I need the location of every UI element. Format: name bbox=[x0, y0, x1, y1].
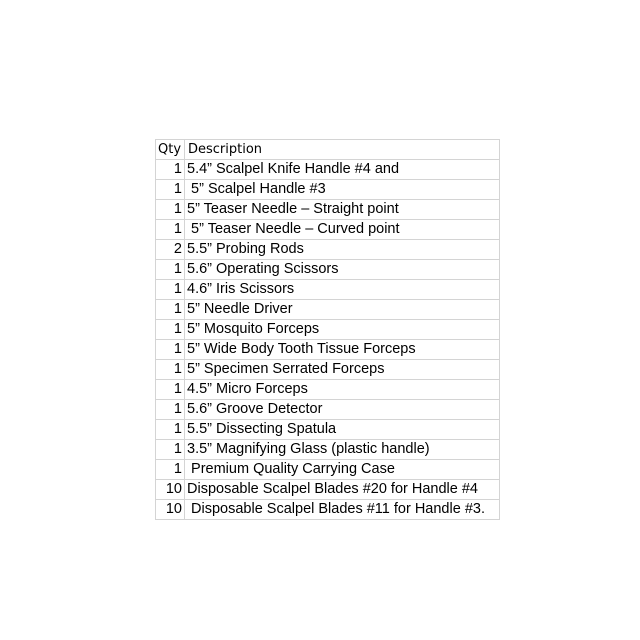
table-row bbox=[156, 400, 500, 420]
description-header: Description bbox=[185, 140, 500, 160]
description-cell: 5.5” Probing Rods bbox=[185, 240, 500, 260]
description-cell: 5” Teaser Needle – Curved point bbox=[185, 220, 500, 240]
qty-cell: 1 bbox=[156, 380, 185, 400]
qty-cell: 1 bbox=[156, 460, 185, 480]
qty-cell: 1 bbox=[156, 200, 185, 220]
qty-cell: 2 bbox=[156, 240, 185, 260]
qty-cell: 1 bbox=[156, 440, 185, 460]
qty-cell: 1 bbox=[156, 280, 185, 300]
header-row bbox=[156, 140, 500, 160]
qty-cell: 1 bbox=[156, 400, 185, 420]
description-cell: 5.6” Operating Scissors bbox=[185, 260, 500, 280]
qty-cell: 1 bbox=[156, 340, 185, 360]
description-cell: 5.6” Groove Detector bbox=[185, 400, 500, 420]
table-row bbox=[156, 300, 500, 320]
table-row bbox=[156, 220, 500, 240]
table-row bbox=[156, 320, 500, 340]
table-row bbox=[156, 340, 500, 360]
qty-cell: 10 bbox=[156, 480, 185, 500]
qty-cell: 1 bbox=[156, 160, 185, 180]
description-cell: 5.4” Scalpel Knife Handle #4 and bbox=[185, 160, 500, 180]
qty-header: Qty bbox=[156, 140, 185, 160]
qty-cell: 1 bbox=[156, 180, 185, 200]
description-cell: 5” Specimen Serrated Forceps bbox=[185, 360, 500, 380]
qty-cell: 10 bbox=[156, 500, 185, 520]
table-row bbox=[156, 200, 500, 220]
qty-cell: 1 bbox=[156, 260, 185, 280]
description-cell: 5” Needle Driver bbox=[185, 300, 500, 320]
qty-cell: 1 bbox=[156, 300, 185, 320]
table-row bbox=[156, 160, 500, 180]
description-cell: 3.5” Magnifying Glass (plastic handle) bbox=[185, 440, 500, 460]
table-row bbox=[156, 500, 500, 520]
table-row bbox=[156, 460, 500, 480]
table-row bbox=[156, 480, 500, 500]
qty-cell: 1 bbox=[156, 220, 185, 240]
table-row bbox=[156, 380, 500, 400]
description-cell: 5” Mosquito Forceps bbox=[185, 320, 500, 340]
table-row bbox=[156, 440, 500, 460]
table-row bbox=[156, 360, 500, 380]
description-cell: Disposable Scalpel Blades #11 for Handle #3. bbox=[185, 500, 500, 520]
description-cell: 4.5” Micro Forceps bbox=[185, 380, 500, 400]
description-cell: 5” Teaser Needle – Straight point bbox=[185, 200, 500, 220]
qty-cell: 1 bbox=[156, 420, 185, 440]
item-list-table bbox=[155, 139, 500, 520]
description-cell: 5.5” Dissecting Spatula bbox=[185, 420, 500, 440]
description-cell: 4.6” Iris Scissors bbox=[185, 280, 500, 300]
qty-cell: 1 bbox=[156, 320, 185, 340]
table-row bbox=[156, 280, 500, 300]
description-cell: Disposable Scalpel Blades #20 for Handle #4 bbox=[185, 480, 500, 500]
table-body bbox=[156, 160, 500, 520]
table-row bbox=[156, 180, 500, 200]
description-cell: 5” Scalpel Handle #3 bbox=[185, 180, 500, 200]
table-row bbox=[156, 240, 500, 260]
table-row bbox=[156, 420, 500, 440]
table-row bbox=[156, 260, 500, 280]
qty-cell: 1 bbox=[156, 360, 185, 380]
description-cell: Premium Quality Carrying Case bbox=[185, 460, 500, 480]
description-cell: 5” Wide Body Tooth Tissue Forceps bbox=[185, 340, 500, 360]
